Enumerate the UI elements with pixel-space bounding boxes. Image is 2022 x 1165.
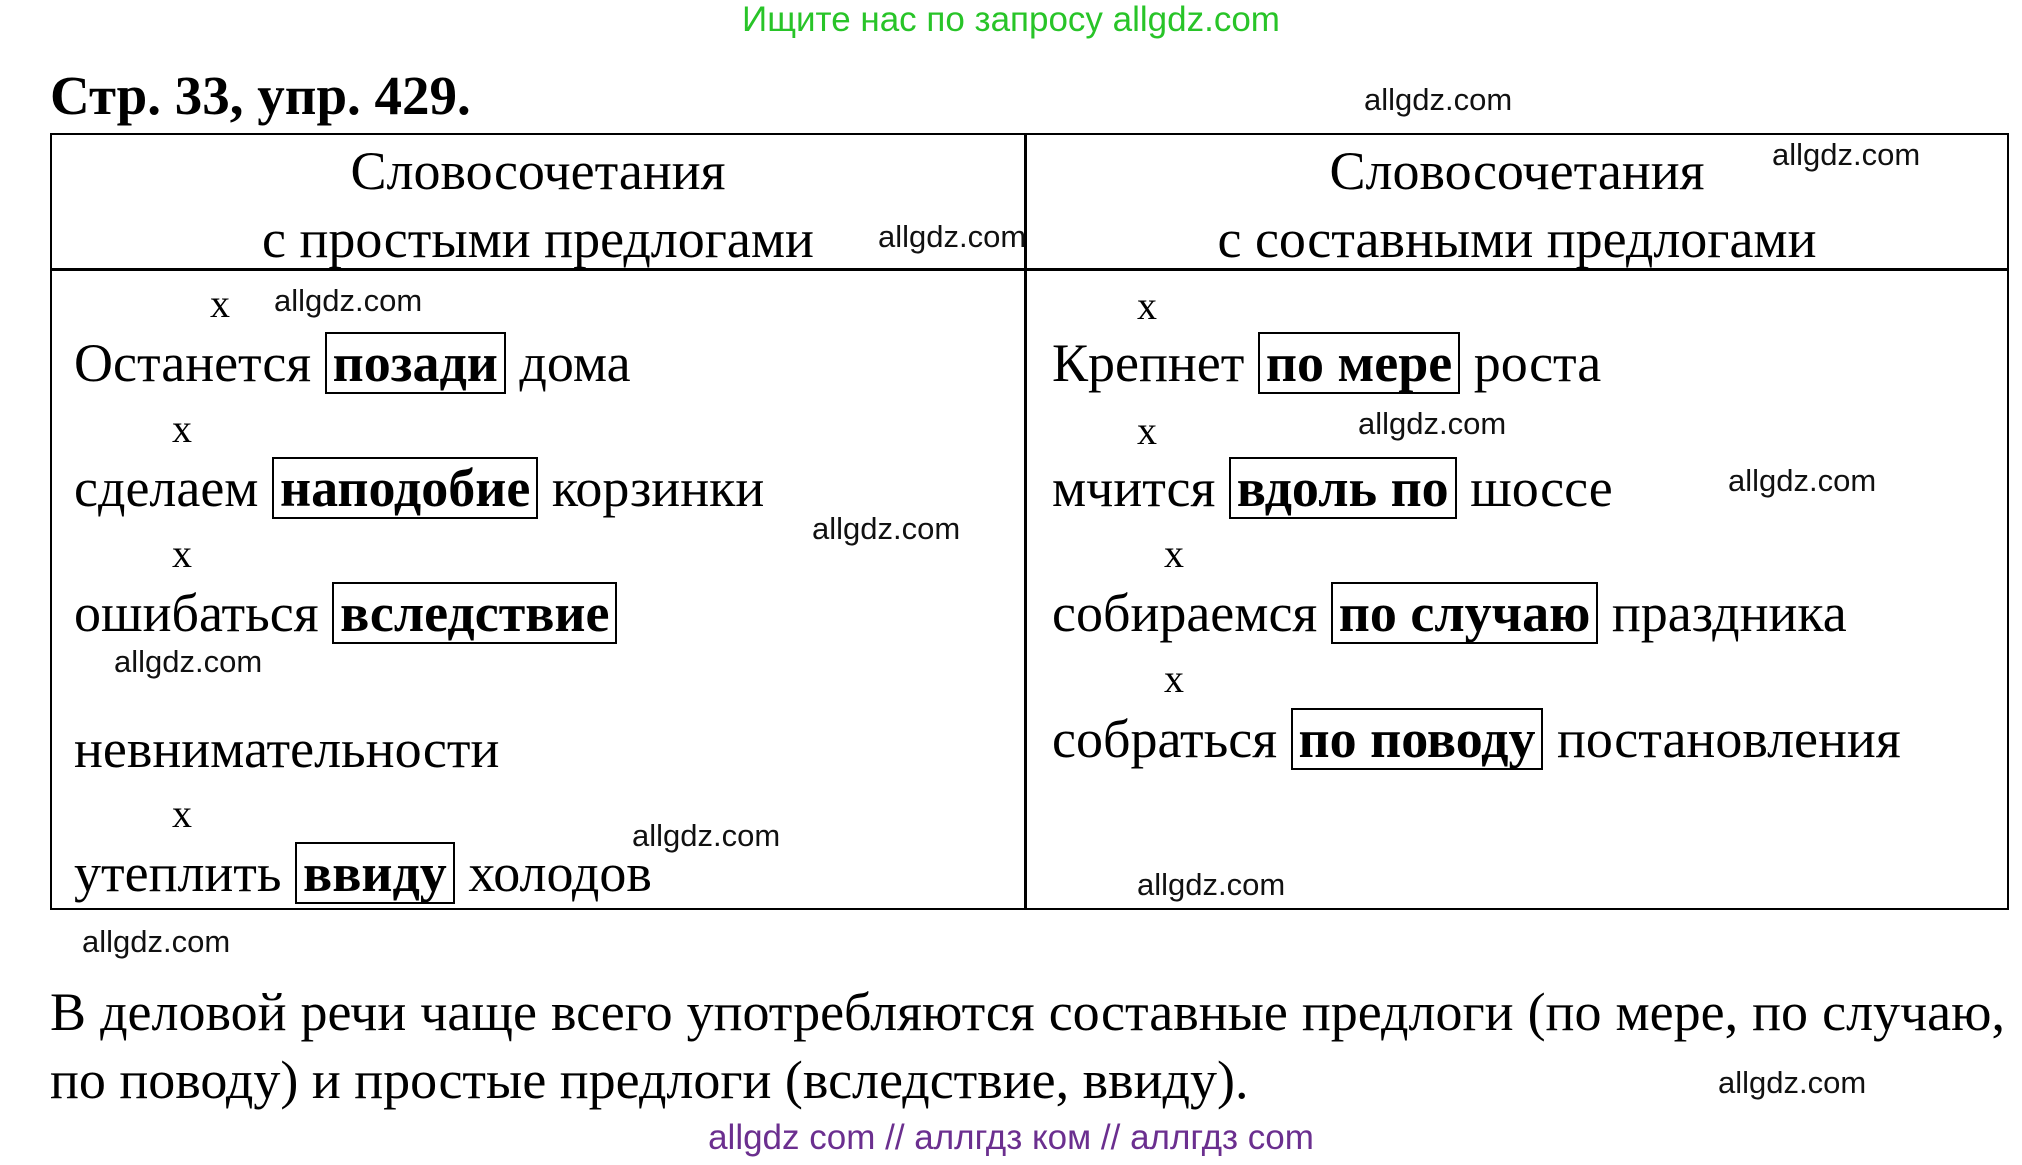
right-row-3-preposition: по случаю — [1331, 582, 1599, 644]
right-row-1 — [1052, 332, 1601, 394]
watermark: allgdz.com — [812, 511, 961, 546]
left-row-3-continuation: невнимательности — [74, 719, 500, 779]
left-row-3 — [74, 582, 617, 644]
x-mark: x — [1137, 283, 1157, 328]
watermark: allgdz.com — [1137, 867, 1286, 902]
left-row-3-preposition: вследствие — [332, 582, 617, 644]
right-row-4-after: постановления — [1556, 709, 1901, 769]
conclusion-paragraph: В деловой речи чаще всего употребляются составные предлоги (по мере, по случаю, по поводу) и простые предлоги (вследствие, ввиду). — [50, 982, 2005, 1110]
watermark: allgdz.com — [114, 644, 263, 679]
right-row-1-after: роста — [1473, 333, 1602, 393]
watermark: allgdz.com — [1772, 137, 1921, 172]
left-row-4 — [74, 842, 652, 904]
right-row-4 — [1052, 708, 1901, 770]
left-row-4-before: утеплить — [74, 843, 282, 903]
x-mark: x — [1137, 408, 1157, 453]
left-row-1-preposition: позади — [325, 332, 506, 394]
right-row-3-after: праздника — [1611, 583, 1847, 643]
right-row-4-before: собраться — [1052, 709, 1278, 769]
right-header-line-1: Словосочетания — [1329, 141, 1705, 201]
left-row-2 — [74, 457, 764, 519]
watermark: allgdz.com — [82, 924, 231, 959]
x-mark: x — [172, 531, 192, 576]
page-heading: Стр. 33, упр. 429. — [50, 65, 471, 126]
right-row-3-before: собираемся — [1052, 583, 1318, 643]
left-row-2-preposition: наподобие — [272, 457, 538, 519]
x-mark: x — [172, 791, 192, 836]
x-mark: x — [210, 281, 230, 326]
left-header-line-2: с простыми предлогами — [262, 209, 814, 269]
right-row-2-after: шоссе — [1470, 458, 1613, 518]
x-mark: x — [1164, 531, 1184, 576]
right-header-line-2: с составными предлогами — [1217, 209, 1817, 269]
right-row-2-before: мчится — [1052, 458, 1216, 518]
right-row-3 — [1052, 582, 1847, 644]
bottom-banner: allgdz com // аллгдз ком // аллгдз com — [708, 1118, 1314, 1157]
x-mark: x — [1164, 656, 1184, 701]
left-row-1 — [74, 332, 631, 394]
watermark: allgdz.com — [1364, 82, 1513, 117]
watermark: allgdz.com — [1718, 1065, 1867, 1100]
watermark: allgdz.com — [632, 818, 781, 853]
right-row-1-preposition: по мере — [1258, 332, 1460, 394]
watermark: allgdz.com — [878, 219, 1027, 254]
watermark: allgdz.com — [1358, 406, 1507, 441]
left-row-2-before: сделаем — [74, 458, 259, 518]
right-row-1-before: Крепнет — [1052, 333, 1245, 393]
right-row-4-preposition: по поводу — [1291, 708, 1544, 770]
left-row-1-after: дома — [519, 333, 631, 393]
left-header-line-1: Словосочетания — [350, 141, 726, 201]
left-row-3-before: ошибаться — [74, 583, 319, 643]
left-row-1-before: Останется — [74, 333, 312, 393]
left-row-4-preposition: ввиду — [295, 842, 455, 904]
x-mark: x — [172, 406, 192, 451]
watermark: allgdz.com — [1728, 463, 1877, 498]
left-row-4-after: холодов — [468, 843, 652, 903]
right-row-2-preposition: вдоль по — [1229, 457, 1457, 519]
left-row-2-after: корзинки — [551, 458, 765, 518]
watermark: allgdz.com — [274, 283, 423, 318]
right-row-2 — [1052, 457, 1613, 519]
top-banner: Ищите нас по запросу allgdz.com — [742, 0, 1280, 39]
